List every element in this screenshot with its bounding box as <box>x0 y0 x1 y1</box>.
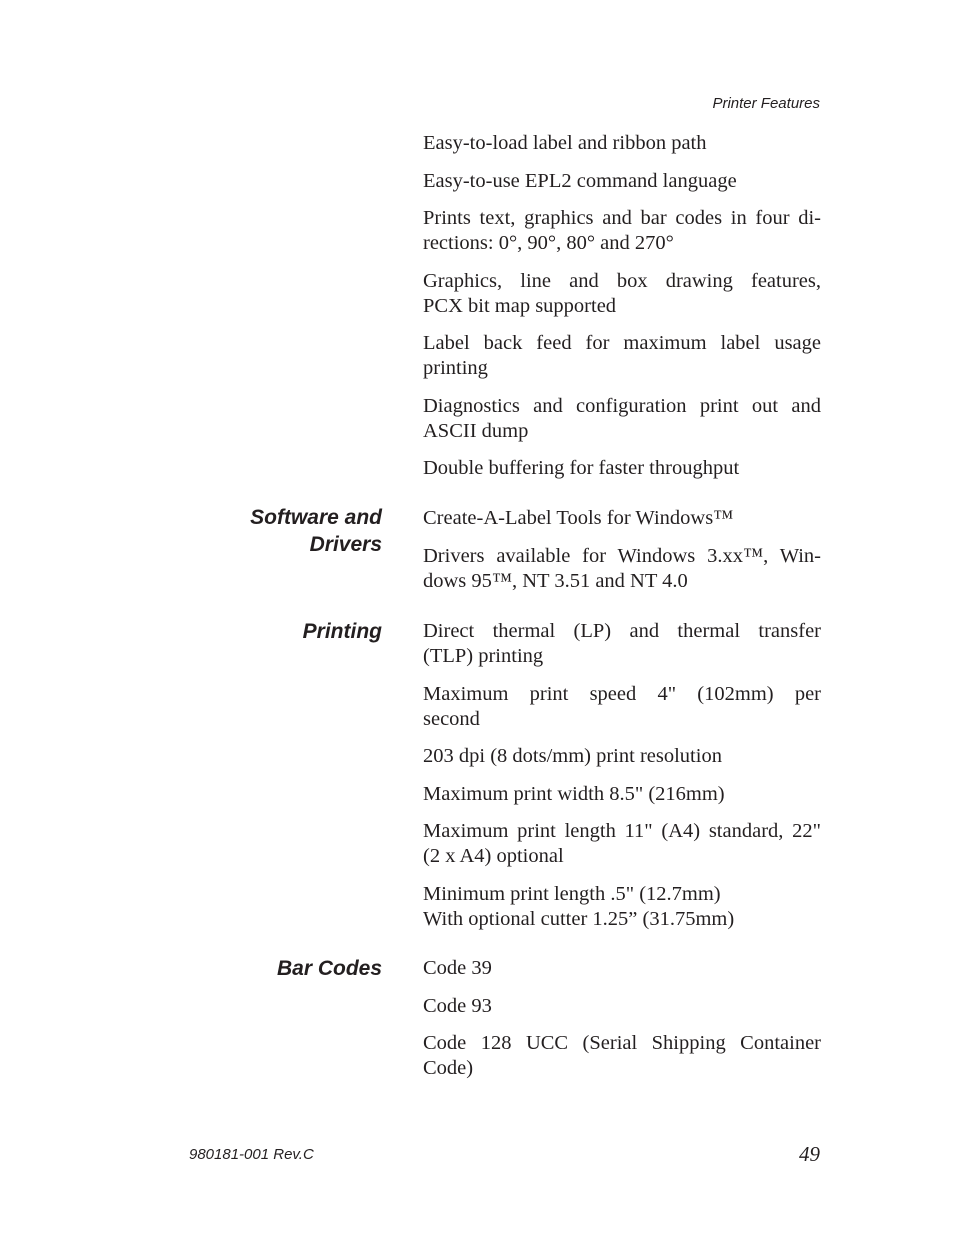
list-item: Graphics, line and box drawing features, PCX bit map supported <box>423 269 821 317</box>
list-item: Direct thermal (LP) and thermal transfer (TLP) printing <box>423 620 821 667</box>
running-header: Printer Features <box>712 95 820 112</box>
list-item: Easy-to-load label and ribbon path <box>423 132 707 154</box>
printing-list <box>423 619 821 944</box>
printing-heading: Printing <box>302 620 382 643</box>
document-number: 980181-001 Rev.C <box>189 1146 314 1163</box>
list-item: Double buffering for faster throughput <box>423 457 740 479</box>
features-list <box>423 131 821 494</box>
list-item: Maximum print length 11" (A4) standard, 22" (2 x A4) optional <box>423 820 821 867</box>
list-item: Easy-to-use EPL2 command language <box>423 169 737 192</box>
list-item: Diagnostics and configuration print out and ASCII dump <box>423 394 821 442</box>
list-item: Code 128 UCC (Serial Shipping Container Code) <box>423 1032 821 1079</box>
software-list <box>423 506 821 606</box>
barcodes-heading: Bar Codes <box>276 957 382 980</box>
list-item: Drivers available for Windows 3.xx™, Win- dows 95™, NT 3.51 and NT 4.0 <box>423 544 821 592</box>
page-number: 49 <box>799 1142 820 1166</box>
list-item: Create-A-Label Tools for Windows™ <box>423 507 734 529</box>
software-heading-line1: Software and <box>250 506 382 529</box>
list-item: Maximum print width 8.5" (216mm) <box>423 782 725 805</box>
list-item: Prints text, graphics and bar codes in four di- rections: 0°, 90°, 80° and 270° <box>423 207 821 254</box>
software-heading-line2: Drivers <box>309 533 382 556</box>
barcodes-list <box>423 956 821 1094</box>
list-item: Maximum print speed 4" (102mm) per second <box>423 682 821 730</box>
list-item: Minimum print length .5" (12.7mm) With optional cutter 1.25” (31.75mm) <box>423 882 735 930</box>
list-item: 203 dpi (8 dots/mm) print resolution <box>423 745 722 767</box>
list-item: Label back feed for maximum label usage printing <box>423 332 821 379</box>
software-heading <box>190 504 382 558</box>
list-item: Code 93 <box>423 994 492 1017</box>
list-item: Code 39 <box>423 957 492 979</box>
